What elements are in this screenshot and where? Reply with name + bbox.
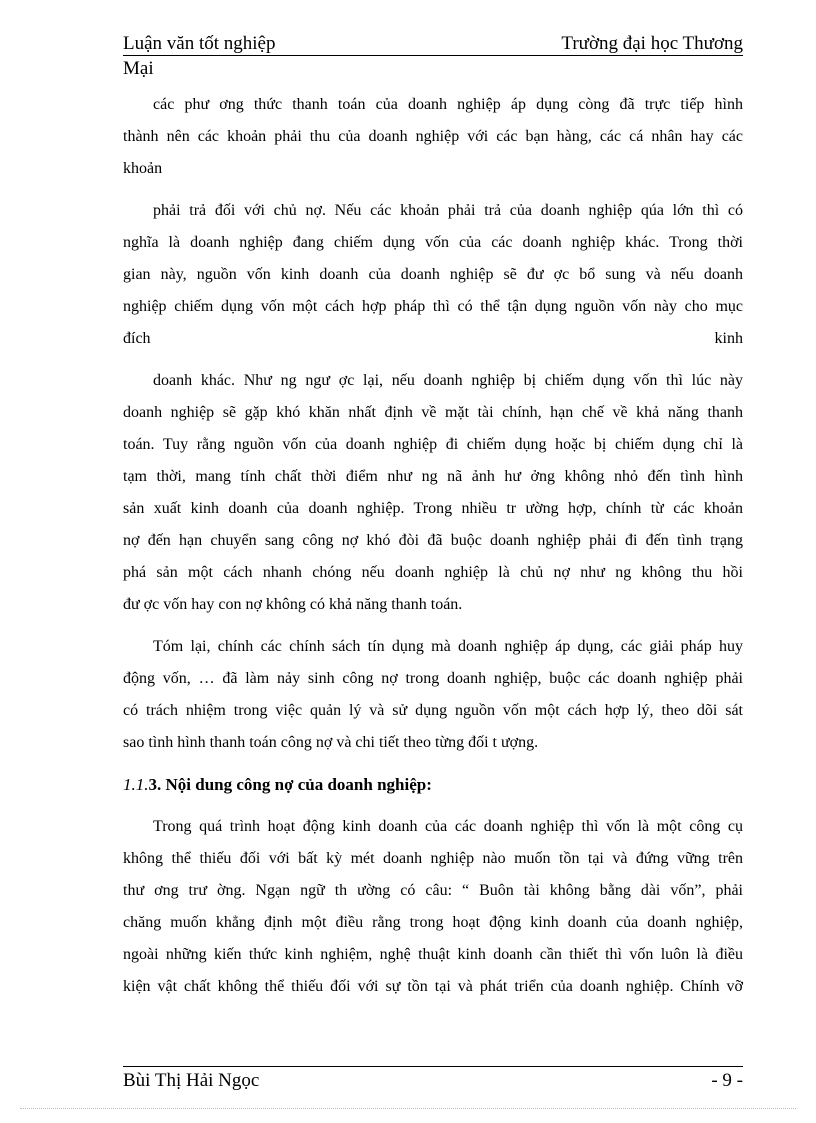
paragraph-line: chăng muốn khẳng định một điều rằng trong hoạt động kinh doanh của doanh nghiệp, xyxy=(123,914,743,931)
paragraph-line: không thể thiếu đối với bất kỳ mét doanh nghiệp nào muốn tồn tại và đứng vững trên xyxy=(123,850,743,867)
section-heading xyxy=(123,775,432,795)
paragraph-line: các phư ơng thức thanh toán của doanh nghiệp áp dụng còng đã trực tiếp hình xyxy=(153,96,743,113)
paragraph-line: sản xuất kinh doanh của doanh nghiệp. Trong nhiều tr ường hợp, chính từ các khoản xyxy=(123,500,743,517)
page-number: - 9 - xyxy=(711,1070,743,1091)
paragraph-line: thành nên các khoản phải thu của doanh nghiệp với các bạn hàng, các cá nhân hay các xyxy=(123,128,743,145)
paragraph-line: tạm thời, mang tính chất thời điểm như ng nã ảnh hư ởng không nhỏ đến tình hình xyxy=(123,468,743,485)
paragraph-line: kinh xyxy=(714,330,743,347)
section-title: 3. Nội dung công nợ của doanh nghiệp: xyxy=(148,775,432,794)
page-header xyxy=(123,33,743,55)
footer-author: Bùi Thị Hải Ngọc xyxy=(123,1070,260,1091)
paragraph-line: có trách nhiệm trong việc quản lý và sử dụng nguồn vốn một cách hợp lý, theo dõi sát xyxy=(123,702,743,719)
paragraph-line: Tóm lại, chính các chính sách tín dụng mà doanh nghiệp áp dụng, các giải pháp huy xyxy=(153,638,743,655)
paragraph-line: Trong quá trình hoạt động kinh doanh của các doanh nghiệp thì vốn là một công cụ xyxy=(153,818,743,835)
paragraph-line: gian này, nguồn vốn kinh doanh của doanh nghiệp sẽ đư ợc bổ sung và nếu doanh xyxy=(123,266,743,283)
header-left-text: Luận văn tốt nghiệp xyxy=(123,33,276,54)
paragraph-line: phải trả đối với chủ nợ. Nếu các khoản phải trả của doanh nghiệp qúa lớn thì có xyxy=(153,202,743,219)
header-rule xyxy=(123,55,743,56)
paragraph-line: sao tình hình thanh toán công nợ và chi tiết theo từng đối t ượng. xyxy=(123,734,539,751)
paragraph-line: động vốn, … đã làm nảy sinh công nợ trong doanh nghiệp, buộc các doanh nghiệp phải xyxy=(123,670,743,687)
paragraph-line: đích xyxy=(123,330,151,347)
paragraph-line: khoản xyxy=(123,160,163,177)
header-wrap-text: Mại xyxy=(123,58,154,79)
section-number: 1.1. xyxy=(123,775,149,794)
paragraph-line: phá sản một cách nhanh chóng nếu doanh nghiệp là chủ nợ như ng không thu hồi xyxy=(123,564,743,581)
paragraph-line: ngoài những kiến thức kinh nghiệm, nghệ thuật kinh doanh cần thiết thì vốn luôn là điều xyxy=(123,946,743,963)
paragraph-line: toán. Tuy rằng nguồn vốn của doanh nghiệp đi chiếm dụng hoặc bị chiếm dụng chỉ là xyxy=(123,436,743,453)
paragraph-line: doanh khác. Như ng ngư ợc lại, nếu doanh nghiệp bị chiếm dụng vốn thì lúc này xyxy=(153,372,743,389)
page-boundary-divider xyxy=(20,1108,796,1109)
paragraph-line: kiện vật chất không thể thiếu đối với sự tồn tại và phát triển của doanh nghiệp. Chính vỡ xyxy=(123,978,743,995)
page-footer xyxy=(123,1069,743,1093)
paragraph-line: thư ơng trư ờng. Ngạn ngữ th ường có câu: “ Buôn tài không bằng dài vốn”, phải xyxy=(123,882,743,899)
paragraph-line: nghĩa là doanh nghiệp đang chiếm dụng vốn của các doanh nghiệp khác. Trong thời xyxy=(123,234,743,251)
paragraph-line: đư ợc vốn hay con nợ không có khả năng thanh toán. xyxy=(123,596,463,613)
footer-rule xyxy=(123,1066,743,1067)
header-right-text: Trường đại học Thương xyxy=(561,33,743,54)
paragraph-line: doanh nghiệp sẽ gặp khó khăn nhất định về mặt tài chính, hạn chế về khả năng thanh xyxy=(123,404,743,421)
paragraph-line: nợ đến hạn chuyển sang công nợ khó đòi đã buộc doanh nghiệp phải đi đến tình trạng xyxy=(123,532,743,549)
paragraph-line: nghiệp chiếm dụng vốn một cách hợp pháp thì có thể tận dụng nguồn vốn này cho mục xyxy=(123,298,743,315)
